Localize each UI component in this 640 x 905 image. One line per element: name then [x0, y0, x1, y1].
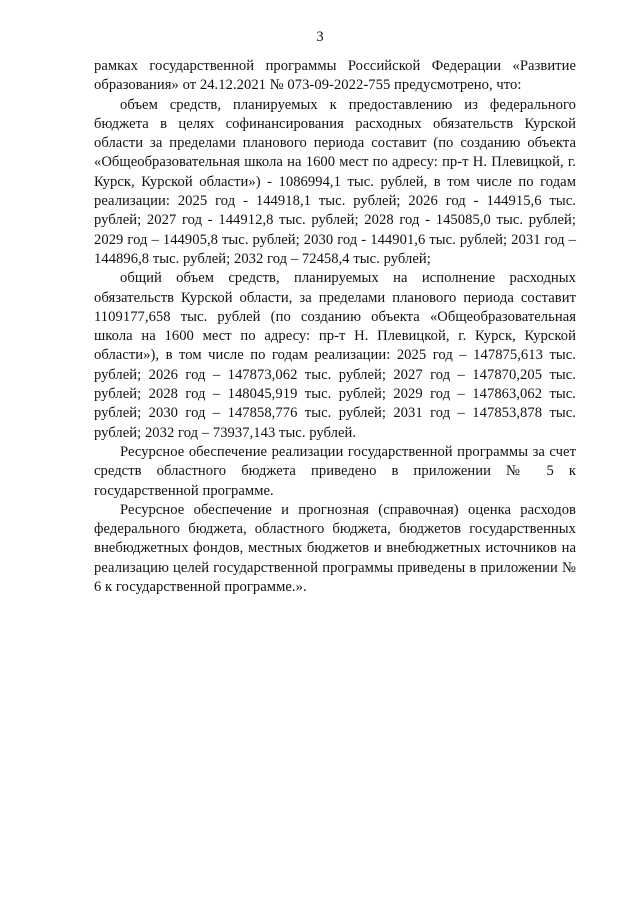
- paragraph-resource-forecast: Ресурсное обеспечение и прогнозная (справочная) оценка расходов федерального бюджета, областного бюджета, бюджетов государственных внебюджетных фондов, местных бюджетов и внебюджетных источников на реализацию целей государственной программы приведены в приложении № 6 к государственной программе.».: [94, 501, 576, 596]
- paragraph-total-expenditure: общий объем средств, планируемых на исполнение расходных обязательств Курской области, за пределами планового периода составит 1109177,658 тыс. рублей (по созданию объекта «Общеобразовательная школа на 1600 мест по адресу: пр-т Н. Плевицкой, г. Курск, Курской области»), в том числе по годам реализации: 2025 год – 147875,613 тыс. рублей; 2026 год – 147873,062 тыс. рублей; 2027 год – 147870,205 тыс. рублей; 2028 год – 148045,919 тыс. рублей; 2029 год – 147863,062 тыс. рублей; 2030 год – 147858,776 тыс. рублей; 2031 год – 147853,878 тыс. рублей; 2032 год – 73937,143 тыс. рублей.: [94, 270, 576, 441]
- paragraph-program-reference: рамках государственной программы Российской Федерации «Развитие образования» от 24.12.2021 № 073-09-2022-755 предусмотрено, что:: [94, 58, 576, 94]
- paragraph-regional-budget-resources: Ресурсное обеспечение реализации государственной программы за счет средств областного бюджета приведено в приложении № 5 к государственной программе.: [94, 443, 576, 499]
- page-number: 3: [316, 29, 324, 45]
- document-body: [94, 57, 576, 597]
- paragraph-federal-budget-funds: объем средств, планируемых к предоставлению из федерального бюджета в целях софинансирования расходных обязательств Курской области за пределами планового периода составит (по созданию объекта «Общеобразовательная школа на 1600 мест по адресу: пр-т Н. Плевицкой, г. Курск, Курской области») - 1086994,1 тыс. рублей, в том числе по годам реализации: 2025 год - 144918,1 тыс. рублей; 2026 год - 144915,6 тыс. рублей; 2027 год - 144912,8 тыс. рублей; 2028 год - 145085,0 тыс. рублей; 2029 год – 144905,8 тыс. рублей; 2030 год - 144901,6 тыс. рублей; 2031 год – 144896,8 тыс. рублей; 2032 год – 72458,4 тыс. рублей;: [94, 96, 576, 267]
